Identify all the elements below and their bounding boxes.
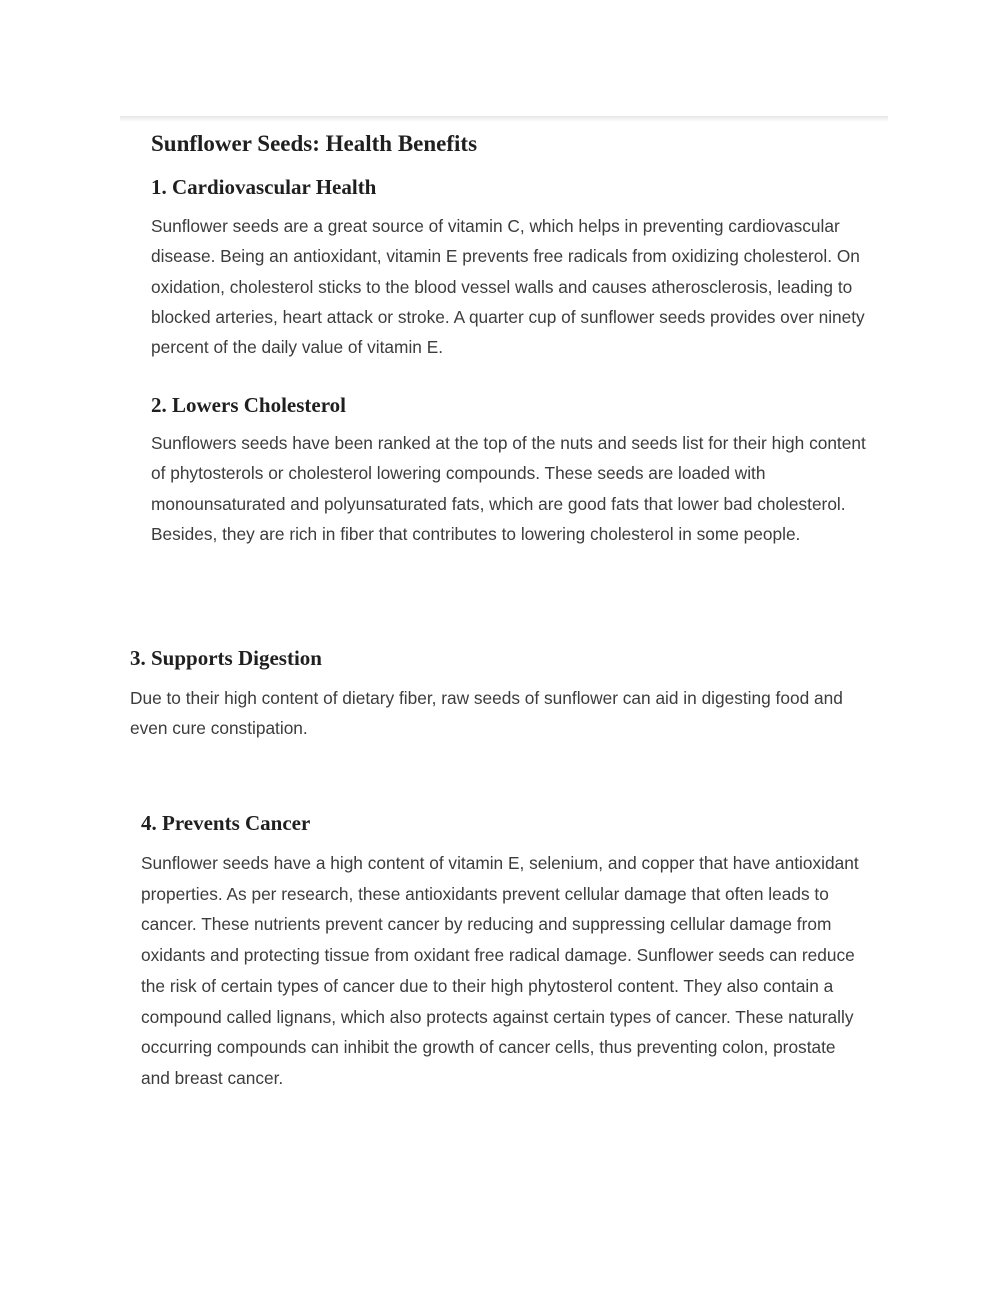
section-body-cholesterol: Sunflowers seeds have been ranked at the top of the nuts and seeds list for their high content of phytosterols or cholesterol lowering compounds. These seeds are loaded with monounsaturated and polyunsaturated fats, which are good fats that lower bad cholesterol. Besides, they are rich in fiber that contributes to lowering cholesterol in some people. <box>151 433 866 544</box>
section-body-cardiovascular: Sunflower seeds are a great source of vitamin C, which helps in preventing cardiovascular disease. Being an antioxidant, vitamin E prevents free radicals from oxidizing cholesterol. On oxidation, cholesterol sticks to the blood vessel walls and causes atherosclerosis, leading to blocked arteries, heart attack or stroke. A quarter cup of sunflower seeds provides over ninety percent of the daily value of vitamin E. <box>151 216 865 358</box>
page-title: Sunflower Seeds: Health Benefits <box>151 131 478 156</box>
section-body-cancer: Sunflower seeds have a high content of vitamin E, selenium, and copper that have antioxidant properties. As per research, these antioxidants prevent cellular damage that often leads to cancer. These nutrients prevent cancer by reducing and suppressing cellular damage from oxidants and protecting tissue from oxidant free radical damage. Sunflower seeds can reduce the risk of certain types of cancer due to their high phytosterol content. They also contain a compound called lignans, which also protects against certain types of cancer. These naturally occurring compounds can inhibit the growth of cancer cells, thus preventing colon, prostate and breast cancer. <box>141 853 859 1088</box>
section-heading-digestion: 3. Supports Digestion <box>130 646 322 670</box>
section-body-digestion: Due to their high content of dietary fiber, raw seeds of sunflower can aid in digesting food and even cure constipation. <box>130 688 843 739</box>
section-heading-cardiovascular: 1. Cardiovascular Health <box>151 175 377 199</box>
section-heading-cancer: 4. Prevents Cancer <box>141 811 311 835</box>
section-heading-cholesterol: 2. Lowers Cholesterol <box>151 393 346 417</box>
top-divider <box>120 116 888 122</box>
